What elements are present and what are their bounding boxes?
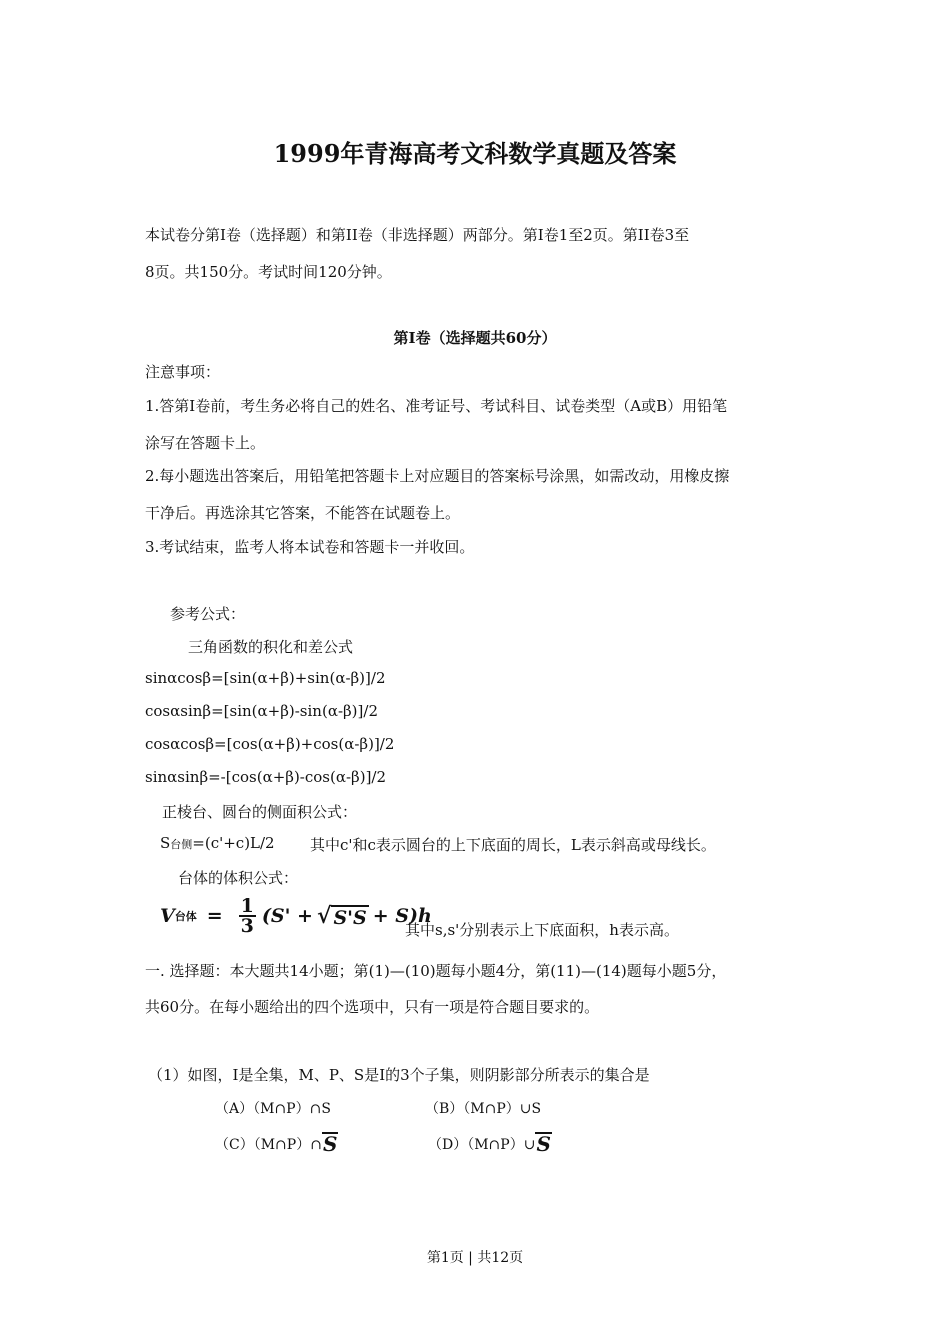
frustum-formula-rest: =(c'+c)L/2 bbox=[192, 834, 275, 852]
reference-heading: 参考公式： bbox=[170, 605, 246, 623]
option-c bbox=[215, 1132, 338, 1154]
frustum-formula bbox=[160, 834, 275, 852]
volume-sub: 台体 bbox=[174, 910, 197, 923]
note-1-line-1: 1.答第Ⅰ卷前，考生务必将自己的姓名、准考证号、考试科目、试卷类型（A或B）用铅笔 bbox=[145, 397, 728, 415]
question-1-stem: （1）如图，I是全集，M、P、S是I的3个子集，则阴影部分所表示的集合是 bbox=[148, 1066, 650, 1084]
volume-v: V bbox=[160, 905, 175, 927]
page-title: 1999年青海高考文科数学真题及答案 bbox=[273, 139, 677, 168]
volume-part-2: + S)h bbox=[372, 905, 432, 927]
volume-description: 其中s,s'分别表示上下底面积，h表示高。 bbox=[405, 921, 679, 939]
trig-formula-1: sinαcosβ=[sin(α+β)+sin(α-β)]/2 bbox=[145, 669, 386, 687]
volume-heading: 台体的体积公式： bbox=[178, 869, 299, 887]
volume-sqrt bbox=[317, 903, 369, 929]
note-2-line-1: 2.每小题选出答案后，用铅笔把答题卡上对应题目的答案标号涂黑，如需改动，用橡皮擦 bbox=[145, 467, 730, 485]
frustum-formula-s: S bbox=[160, 834, 171, 852]
page-footer: 第1页 | 共12页 bbox=[426, 1250, 524, 1266]
complement-s-c: S bbox=[322, 1132, 338, 1156]
volume-fraction bbox=[239, 897, 256, 935]
trig-formula-2: cosαsinβ=[sin(α+β)-sin(α-β)]/2 bbox=[145, 702, 378, 720]
note-2-line-2: 干净后。再选涂其它答案，不能答在试题卷上。 bbox=[145, 504, 461, 522]
trig-formula-4: sinαsinβ=-[cos(α+β)-cos(α-β)]/2 bbox=[145, 768, 387, 786]
intro-line-2: 8页。共150分。考试时间120分钟。 bbox=[145, 263, 392, 281]
volume-formula bbox=[160, 897, 432, 935]
frustum-heading: 正棱台、圆台的侧面积公式： bbox=[162, 803, 358, 821]
intro-line-1: 本试卷分第Ⅰ卷（选择题）和第II卷（非选择题）两部分。第Ⅰ卷1至2页。第II卷3至 bbox=[145, 226, 690, 244]
volume-sqrt-content: S'S bbox=[333, 907, 367, 929]
option-d bbox=[428, 1132, 552, 1154]
notes-heading: 注意事项： bbox=[145, 363, 221, 381]
note-1-line-2: 涂写在答题卡上。 bbox=[145, 434, 266, 452]
note-3: 3.考试结束，监考人将本试卷和答题卡一并收回。 bbox=[145, 538, 475, 556]
volume-denominator: 3 bbox=[240, 915, 254, 937]
part1-line-2: 共60分。在每小题给出的四个选项中，只有一项是符合题目要求的。 bbox=[145, 998, 600, 1016]
volume-part-1: (S' + bbox=[261, 905, 313, 927]
option-a: （A）（M∩P）∩S bbox=[215, 1101, 331, 1117]
option-d-text: （D）（M∩P）∪ bbox=[428, 1137, 536, 1153]
option-b: （B）（M∩P）∪S bbox=[425, 1101, 542, 1117]
section-heading: 第Ⅰ卷（选择题共60分） bbox=[393, 329, 557, 347]
part1-line-1: 一. 选择题：本大题共14小题；第(1)—(10)题每小题4分，第(11)—(14)题每小题5分， bbox=[145, 962, 727, 980]
volume-eq: = bbox=[206, 905, 223, 927]
trig-heading: 三角函数的积化和差公式 bbox=[188, 638, 354, 656]
trig-formula-3: cosαcosβ=[cos(α+β)+cos(α-β)]/2 bbox=[145, 735, 395, 753]
volume-numerator: 1 bbox=[240, 895, 254, 917]
sqrt-icon: √ bbox=[316, 903, 332, 929]
complement-s-d: S bbox=[536, 1132, 551, 1156]
option-c-text: （C）（M∩P）∩ bbox=[215, 1137, 322, 1153]
frustum-formula-sub: 台侧 bbox=[170, 838, 193, 851]
frustum-description: 其中c'和c表示圆台的上下底面的周长，L表示斜高或母线长。 bbox=[310, 836, 716, 854]
